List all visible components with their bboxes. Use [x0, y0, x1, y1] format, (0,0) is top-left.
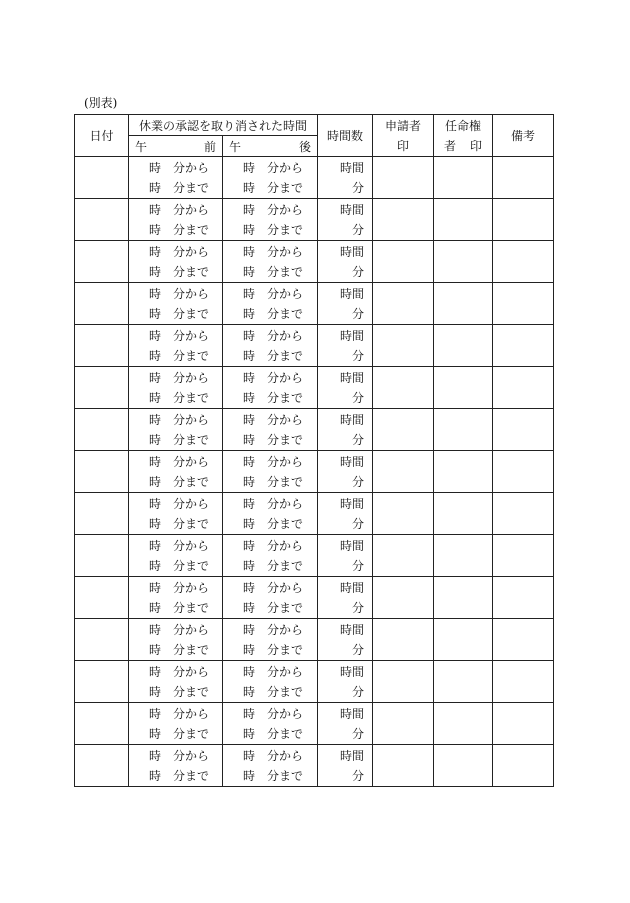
appointer-label-2: 者	[444, 138, 457, 153]
minutes-unit-label: 分	[352, 474, 365, 489]
pm-time-cell[interactable]	[223, 325, 318, 367]
remarks-cell[interactable]	[493, 745, 554, 787]
appointer-seal-cell[interactable]	[434, 367, 493, 409]
hour-label: 時	[149, 706, 162, 721]
hours-count-cell[interactable]	[318, 577, 373, 619]
minute-to-label: 分まで	[267, 264, 304, 279]
hour-label: 時	[149, 390, 162, 405]
remarks-cell[interactable]	[493, 661, 554, 703]
minute-to-label: 分まで	[173, 642, 210, 657]
hours-unit-label: 時間	[340, 244, 365, 259]
hours-unit-label: 時間	[340, 286, 365, 301]
minute-to-label: 分まで	[267, 390, 304, 405]
minute-from-label: 分から	[267, 580, 304, 595]
minutes-unit-label: 分	[352, 432, 365, 447]
remarks-cell[interactable]	[493, 577, 554, 619]
hour-label: 時	[243, 664, 256, 679]
hour-label: 時	[149, 642, 162, 657]
remarks-cell[interactable]	[493, 367, 554, 409]
date-cell[interactable]	[75, 451, 129, 493]
minutes-unit-label: 分	[352, 684, 365, 699]
table-row	[75, 199, 554, 241]
hour-label: 時	[149, 538, 162, 553]
header-hours-count: 時間数	[318, 115, 373, 157]
minute-to-label: 分まで	[267, 516, 304, 531]
applicant-seal-cell[interactable]	[373, 325, 434, 367]
hour-label: 時	[243, 286, 256, 301]
appointer-seal-cell[interactable]	[434, 283, 493, 325]
date-cell[interactable]	[75, 325, 129, 367]
minute-to-label: 分まで	[267, 222, 304, 237]
pm-left: 午	[229, 139, 242, 154]
time-record-table	[74, 114, 554, 787]
applicant-seal-cell[interactable]	[373, 535, 434, 577]
hour-label: 時	[243, 202, 256, 217]
table-row	[75, 451, 554, 493]
pm-time-cell[interactable]	[223, 283, 318, 325]
date-cell[interactable]	[75, 409, 129, 451]
minute-from-label: 分から	[267, 454, 304, 469]
minute-from-label: 分から	[173, 580, 210, 595]
minute-from-label: 分から	[173, 454, 210, 469]
appointer-seal-cell[interactable]	[434, 241, 493, 283]
pm-time-cell[interactable]	[223, 367, 318, 409]
table-row	[75, 409, 554, 451]
minutes-unit-label: 分	[352, 306, 365, 321]
applicant-seal-cell[interactable]	[373, 241, 434, 283]
pm-time-cell[interactable]	[223, 535, 318, 577]
table-row	[75, 535, 554, 577]
hours-unit-label: 時間	[340, 328, 365, 343]
hour-label: 時	[149, 622, 162, 637]
hours-count-cell[interactable]	[318, 661, 373, 703]
minute-to-label: 分まで	[173, 264, 210, 279]
appointer-seal-cell[interactable]	[434, 703, 493, 745]
hours-unit-label: 時間	[340, 706, 365, 721]
appointer-seal-cell[interactable]	[434, 199, 493, 241]
am-time-cell[interactable]	[129, 493, 223, 535]
minutes-unit-label: 分	[352, 600, 365, 615]
hour-label: 時	[243, 684, 256, 699]
minute-to-label: 分まで	[173, 516, 210, 531]
remarks-cell[interactable]	[493, 199, 554, 241]
remarks-cell[interactable]	[493, 493, 554, 535]
hours-count-cell[interactable]	[318, 367, 373, 409]
hour-label: 時	[149, 454, 162, 469]
hour-label: 時	[243, 264, 256, 279]
pm-time-cell[interactable]	[223, 661, 318, 703]
table-row	[75, 241, 554, 283]
hours-count-cell[interactable]	[318, 409, 373, 451]
hour-label: 時	[243, 558, 256, 573]
date-cell[interactable]	[75, 703, 129, 745]
hours-count-cell[interactable]	[318, 493, 373, 535]
hour-label: 時	[243, 370, 256, 385]
minute-from-label: 分から	[267, 748, 304, 763]
table-row	[75, 619, 554, 661]
hours-count-cell[interactable]	[318, 745, 373, 787]
minute-from-label: 分から	[173, 622, 210, 637]
minutes-unit-label: 分	[352, 390, 365, 405]
hours-unit-label: 時間	[340, 202, 365, 217]
hour-label: 時	[149, 558, 162, 573]
hour-label: 時	[149, 370, 162, 385]
applicant-seal-cell[interactable]	[373, 745, 434, 787]
hour-label: 時	[149, 432, 162, 447]
minute-from-label: 分から	[267, 664, 304, 679]
minute-from-label: 分から	[267, 622, 304, 637]
minute-to-label: 分まで	[173, 222, 210, 237]
hour-label: 時	[149, 328, 162, 343]
remarks-cell[interactable]	[493, 283, 554, 325]
hour-label: 時	[149, 726, 162, 741]
hours-count-cell[interactable]	[318, 283, 373, 325]
applicant-label: 申請者	[385, 118, 422, 133]
date-cell[interactable]	[75, 493, 129, 535]
hours-unit-label: 時間	[340, 496, 365, 511]
minutes-unit-label: 分	[352, 222, 365, 237]
hours-unit-label: 時間	[340, 454, 365, 469]
minute-to-label: 分まで	[267, 558, 304, 573]
minute-to-label: 分まで	[267, 768, 304, 783]
applicant-seal-cell[interactable]	[373, 577, 434, 619]
header-pm	[223, 136, 318, 157]
minute-from-label: 分から	[173, 160, 210, 175]
remarks-cell[interactable]	[493, 325, 554, 367]
hour-label: 時	[243, 496, 256, 511]
pm-time-cell[interactable]	[223, 241, 318, 283]
minutes-unit-label: 分	[352, 348, 365, 363]
am-time-cell[interactable]	[129, 157, 223, 199]
am-time-cell[interactable]	[129, 535, 223, 577]
minute-to-label: 分まで	[173, 432, 210, 447]
minute-from-label: 分から	[267, 286, 304, 301]
minute-from-label: 分から	[267, 496, 304, 511]
hours-count-cell[interactable]	[318, 535, 373, 577]
remarks-cell[interactable]	[493, 619, 554, 661]
hour-label: 時	[243, 306, 256, 321]
hours-count-cell[interactable]	[318, 157, 373, 199]
pm-time-cell[interactable]	[223, 703, 318, 745]
date-cell[interactable]	[75, 241, 129, 283]
hour-label: 時	[149, 202, 162, 217]
hour-label: 時	[243, 580, 256, 595]
minutes-unit-label: 分	[352, 264, 365, 279]
date-cell[interactable]	[75, 157, 129, 199]
appointer-seal-cell[interactable]	[434, 409, 493, 451]
pm-time-cell[interactable]	[223, 157, 318, 199]
hour-label: 時	[243, 600, 256, 615]
hours-unit-label: 時間	[340, 580, 365, 595]
minute-from-label: 分から	[173, 748, 210, 763]
hour-label: 時	[243, 474, 256, 489]
minute-to-label: 分まで	[267, 348, 304, 363]
hour-label: 時	[243, 516, 256, 531]
minutes-unit-label: 分	[352, 768, 365, 783]
appointer-seal-cell[interactable]	[434, 451, 493, 493]
appointer-seal-cell[interactable]	[434, 577, 493, 619]
pm-time-cell[interactable]	[223, 493, 318, 535]
am-time-cell[interactable]	[129, 409, 223, 451]
hour-label: 時	[149, 160, 162, 175]
pm-right: 後	[299, 139, 312, 154]
applicant-seal: 印	[397, 138, 410, 153]
minute-from-label: 分から	[267, 412, 304, 427]
hour-label: 時	[243, 244, 256, 259]
hour-label: 時	[149, 580, 162, 595]
hour-label: 時	[243, 160, 256, 175]
hours-unit-label: 時間	[340, 748, 365, 763]
hours-count-cell[interactable]	[318, 619, 373, 661]
header-am	[129, 136, 223, 157]
minute-from-label: 分から	[173, 244, 210, 259]
table-row	[75, 661, 554, 703]
remarks-cell[interactable]	[493, 703, 554, 745]
am-time-cell[interactable]	[129, 325, 223, 367]
hour-label: 時	[149, 222, 162, 237]
hour-label: 時	[149, 412, 162, 427]
minute-from-label: 分から	[267, 160, 304, 175]
hours-count-cell[interactable]	[318, 703, 373, 745]
am-time-cell[interactable]	[129, 199, 223, 241]
minute-to-label: 分まで	[173, 180, 210, 195]
appointer-seal: 印	[470, 138, 483, 153]
minute-from-label: 分から	[267, 244, 304, 259]
hour-label: 時	[243, 726, 256, 741]
remarks-cell[interactable]	[493, 451, 554, 493]
am-time-cell[interactable]	[129, 745, 223, 787]
date-cell[interactable]	[75, 283, 129, 325]
remarks-cell[interactable]	[493, 535, 554, 577]
applicant-seal-cell[interactable]	[373, 661, 434, 703]
minute-from-label: 分から	[173, 706, 210, 721]
table-row	[75, 157, 554, 199]
hour-label: 時	[149, 348, 162, 363]
hour-label: 時	[243, 180, 256, 195]
hours-count-cell[interactable]	[318, 241, 373, 283]
appointer-label: 任命権	[445, 118, 482, 133]
pm-time-cell[interactable]	[223, 199, 318, 241]
hour-label: 時	[243, 222, 256, 237]
minutes-unit-label: 分	[352, 180, 365, 195]
hour-label: 時	[243, 538, 256, 553]
appointer-seal-cell[interactable]	[434, 325, 493, 367]
hour-label: 時	[243, 706, 256, 721]
minute-to-label: 分まで	[267, 600, 304, 615]
applicant-seal-cell[interactable]	[373, 367, 434, 409]
date-cell[interactable]	[75, 577, 129, 619]
date-cell[interactable]	[75, 535, 129, 577]
am-time-cell[interactable]	[129, 367, 223, 409]
am-time-cell[interactable]	[129, 241, 223, 283]
minute-to-label: 分まで	[173, 348, 210, 363]
hour-label: 時	[149, 264, 162, 279]
hour-label: 時	[243, 642, 256, 657]
appointer-seal-cell[interactable]	[434, 661, 493, 703]
minute-from-label: 分から	[267, 202, 304, 217]
table-row	[75, 577, 554, 619]
hour-label: 時	[149, 306, 162, 321]
applicant-seal-cell[interactable]	[373, 451, 434, 493]
minute-from-label: 分から	[267, 538, 304, 553]
pm-time-cell[interactable]	[223, 619, 318, 661]
hour-label: 時	[149, 516, 162, 531]
hour-label: 時	[149, 286, 162, 301]
hour-label: 時	[243, 622, 256, 637]
appointer-seal-cell[interactable]	[434, 493, 493, 535]
minute-from-label: 分から	[173, 412, 210, 427]
pm-time-cell[interactable]	[223, 577, 318, 619]
hours-unit-label: 時間	[340, 664, 365, 679]
minute-to-label: 分まで	[173, 684, 210, 699]
applicant-seal-cell[interactable]	[373, 493, 434, 535]
am-right: 前	[203, 139, 216, 154]
minute-to-label: 分まで	[267, 642, 304, 657]
hour-label: 時	[149, 474, 162, 489]
hours-unit-label: 時間	[340, 160, 365, 175]
appointer-seal-cell[interactable]	[434, 157, 493, 199]
minute-from-label: 分から	[173, 286, 210, 301]
hour-label: 時	[149, 748, 162, 763]
applicant-seal-cell[interactable]	[373, 619, 434, 661]
date-cell[interactable]	[75, 619, 129, 661]
applicant-seal-cell[interactable]	[373, 283, 434, 325]
table-row	[75, 703, 554, 745]
minute-to-label: 分まで	[173, 390, 210, 405]
hour-label: 時	[149, 684, 162, 699]
header-remarks: 備考	[493, 115, 554, 157]
table-row	[75, 745, 554, 787]
date-cell[interactable]	[75, 745, 129, 787]
hour-label: 時	[149, 768, 162, 783]
table-row	[75, 367, 554, 409]
header-row-1	[75, 115, 554, 136]
remarks-cell[interactable]	[493, 409, 554, 451]
hours-count-cell[interactable]	[318, 199, 373, 241]
pm-time-cell[interactable]	[223, 745, 318, 787]
hours-unit-label: 時間	[340, 622, 365, 637]
remarks-cell[interactable]	[493, 157, 554, 199]
hour-label: 時	[149, 664, 162, 679]
am-time-cell[interactable]	[129, 703, 223, 745]
pm-time-cell[interactable]	[223, 451, 318, 493]
minute-to-label: 分まで	[267, 306, 304, 321]
minute-from-label: 分から	[267, 706, 304, 721]
hour-label: 時	[243, 412, 256, 427]
minute-from-label: 分から	[173, 202, 210, 217]
applicant-seal-cell[interactable]	[373, 703, 434, 745]
hours-unit-label: 時間	[340, 370, 365, 385]
date-cell[interactable]	[75, 199, 129, 241]
minute-to-label: 分まで	[267, 684, 304, 699]
applicant-seal-cell[interactable]	[373, 409, 434, 451]
hour-label: 時	[149, 600, 162, 615]
hours-unit-label: 時間	[340, 538, 365, 553]
am-time-cell[interactable]	[129, 577, 223, 619]
appointer-seal-cell[interactable]	[434, 535, 493, 577]
header-applicant	[373, 115, 434, 157]
hour-label: 時	[243, 348, 256, 363]
caption: (別表)	[84, 96, 118, 110]
hour-label: 時	[243, 768, 256, 783]
hour-label: 時	[243, 390, 256, 405]
applicant-seal-cell[interactable]	[373, 199, 434, 241]
hours-count-cell[interactable]	[318, 451, 373, 493]
table-row	[75, 325, 554, 367]
am-time-cell[interactable]	[129, 451, 223, 493]
minute-to-label: 分まで	[173, 558, 210, 573]
appointer-seal-cell[interactable]	[434, 745, 493, 787]
minute-from-label: 分から	[267, 328, 304, 343]
date-cell[interactable]	[75, 367, 129, 409]
header-appointer	[434, 115, 493, 157]
hour-label: 時	[149, 244, 162, 259]
minute-to-label: 分まで	[173, 726, 210, 741]
header-date: 日付	[75, 115, 129, 157]
table-row	[75, 283, 554, 325]
minute-from-label: 分から	[173, 496, 210, 511]
applicant-seal-cell[interactable]	[373, 157, 434, 199]
minute-to-label: 分まで	[267, 432, 304, 447]
remarks-cell[interactable]	[493, 241, 554, 283]
minute-to-label: 分まで	[173, 768, 210, 783]
hour-label: 時	[243, 454, 256, 469]
am-left: 午	[135, 139, 148, 154]
hours-count-cell[interactable]	[318, 325, 373, 367]
minutes-unit-label: 分	[352, 642, 365, 657]
minute-from-label: 分から	[173, 328, 210, 343]
minute-to-label: 分まで	[173, 474, 210, 489]
minute-to-label: 分まで	[173, 600, 210, 615]
appointer-seal-cell[interactable]	[434, 619, 493, 661]
minute-to-label: 分まで	[173, 306, 210, 321]
minute-to-label: 分まで	[267, 474, 304, 489]
minute-to-label: 分まで	[267, 726, 304, 741]
minute-from-label: 分から	[173, 664, 210, 679]
am-time-cell[interactable]	[129, 661, 223, 703]
header-cancelled-time: 休業の承認を取り消された時間	[129, 115, 318, 136]
minute-from-label: 分から	[173, 370, 210, 385]
hour-label: 時	[243, 432, 256, 447]
am-time-cell[interactable]	[129, 283, 223, 325]
am-time-cell[interactable]	[129, 619, 223, 661]
hour-label: 時	[243, 748, 256, 763]
minutes-unit-label: 分	[352, 726, 365, 741]
minute-to-label: 分まで	[267, 180, 304, 195]
date-cell[interactable]	[75, 661, 129, 703]
hour-label: 時	[149, 180, 162, 195]
minute-from-label: 分から	[173, 538, 210, 553]
minutes-unit-label: 分	[352, 558, 365, 573]
hours-unit-label: 時間	[340, 412, 365, 427]
minute-from-label: 分から	[267, 370, 304, 385]
minutes-unit-label: 分	[352, 516, 365, 531]
hour-label: 時	[243, 328, 256, 343]
hour-label: 時	[149, 496, 162, 511]
pm-time-cell[interactable]	[223, 409, 318, 451]
table-row	[75, 493, 554, 535]
